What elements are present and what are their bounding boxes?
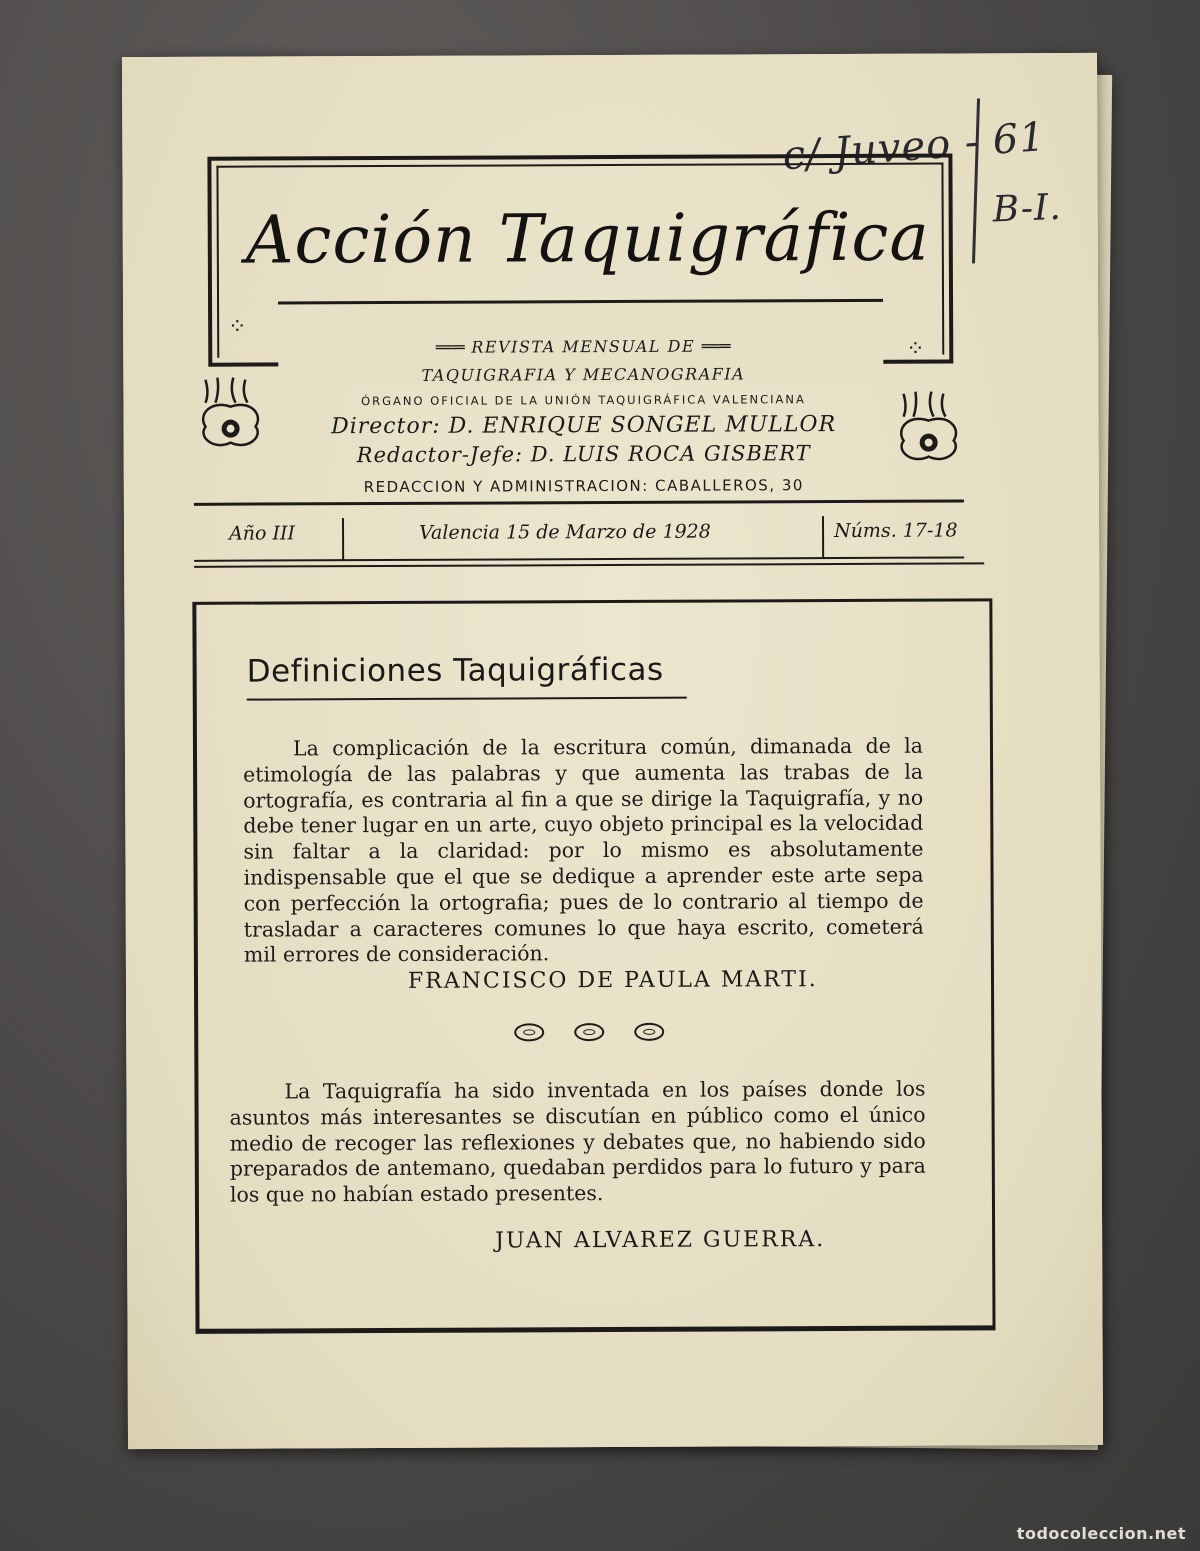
- issue-info-row: [194, 515, 974, 558]
- address-line: REDACCION Y ADMINISTRACION: CABALLEROS, 30: [363, 476, 804, 497]
- issue-date: Valencia 15 de Marzo de 1928: [418, 520, 711, 544]
- dots-ornament-icon: ⁘: [906, 336, 925, 362]
- article-paragraph-2: La Taquigrafía ha sido inventada en los países donde los asuntos más interesantes se discutían en público como el único medio de recoger las reflexiones y debates que, no habiendo sido preparados de antemano, quedaban perdidos para lo futuro y para los que no habían estado presentes.: [229, 1076, 926, 1207]
- masthead-subtitle-1: ═══ REVISTA MENSUAL DE ═══: [435, 336, 731, 357]
- director-line: Director: D. ENRIQUE SONGEL MULLOR: [330, 412, 837, 440]
- magazine-title: Acción Taquigráfica: [245, 198, 930, 279]
- article-author-1: FRANCISCO DE PAULA MARTI.: [407, 967, 818, 994]
- handwritten-note-2: B-I.: [991, 186, 1063, 231]
- issue-separator: [342, 518, 344, 560]
- masthead-rule: [194, 499, 964, 505]
- magazine-page: [122, 53, 1103, 1449]
- flower-ornament-icon: [195, 375, 265, 455]
- dots-ornament-icon: ⁘: [228, 314, 247, 340]
- issue-separator: [822, 516, 824, 558]
- oval-ornament-icon: [574, 1023, 604, 1041]
- article-paragraph-1: La complicación de la escritura común, dimanada de la etimología de las palabras y que aumenta las trabas de la ortografía, es contraria al fin a que se dirige la Taquigrafía, y no debe tener lugar en un arte, cuyo objeto principal es la velocidad sin faltar a la claridad: por lo mismo es absolutamente indispensable que el que se dedique a aprender este arte sepa con perfección la ortografia; pues de lo contrario al tiempo de trasladar a caracteres comunes lo que haya escrito, cometerá mil errores de consideración.: [243, 733, 924, 967]
- oval-ornament-icon: [514, 1023, 544, 1041]
- section-divider: [514, 1023, 664, 1048]
- article-author-2: JUAN ALVAREZ GUERRA.: [495, 1227, 826, 1254]
- oval-ornament-icon: [634, 1023, 664, 1041]
- official-organ-line: ÓRGANO OFICIAL DE LA UNIÓN TAQUIGRÁFICA VALENCIANA: [361, 392, 806, 409]
- issue-year: Año III: [229, 522, 296, 545]
- article-heading: Definiciones Taquigráficas: [246, 651, 664, 690]
- masthead-subtitle-2: TAQUIGRAFIA Y MECANOGRAFIA: [421, 364, 746, 385]
- watermark: todocoleccion.net: [1016, 1524, 1186, 1543]
- flower-ornament-icon: [893, 388, 963, 468]
- handwritten-note-1: c/ Juveo - 61: [781, 113, 1048, 180]
- issue-numbers: Núms. 17-18: [833, 519, 958, 543]
- issue-rule: [194, 562, 984, 567]
- editor-in-chief-line: Redactor-Jefe: D. LUIS ROCA GISBERT: [356, 441, 811, 468]
